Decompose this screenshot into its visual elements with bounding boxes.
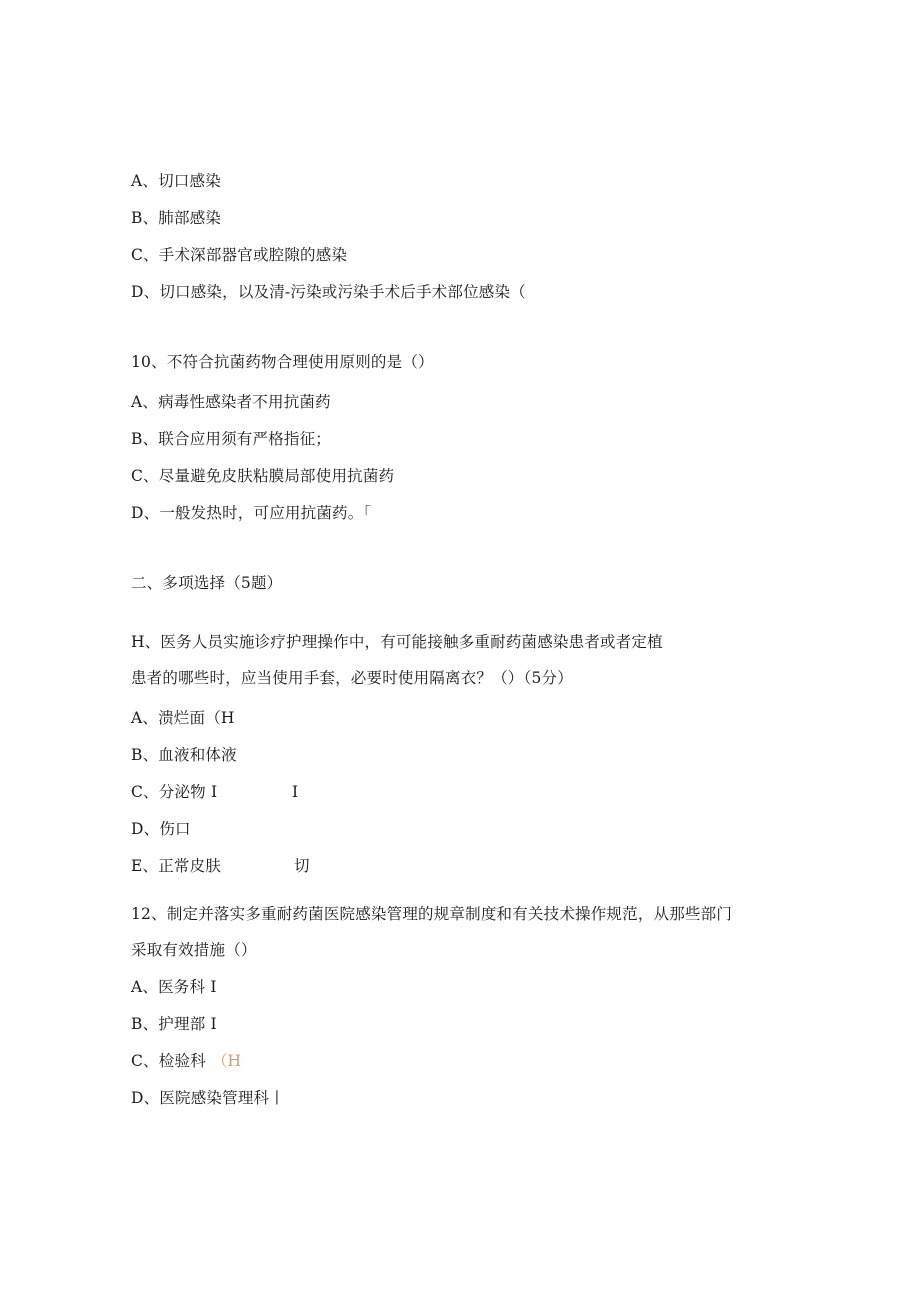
q11-option-e-mark: 切 (294, 857, 310, 875)
q12-stem-line1: 12、制定并落实多重耐药菌医院感染管理的规章制度和有关技术操作规范，从那些部门 (131, 905, 733, 923)
q12-option-b: B、护理部 I (131, 1015, 217, 1033)
q10-option-a: A、病毒性感染者不用抗菌药 (131, 393, 331, 411)
q12-option-c: C、检验科 (131, 1052, 206, 1070)
q12-option-a: A、医务科 I (131, 978, 217, 996)
q11-option-b: B、血液和体液 (131, 746, 237, 764)
section2-title: 二、多项选择（5题） (131, 574, 283, 592)
q9-option-c: C、手术深部器官或腔隙的感染 (131, 246, 348, 264)
q10-option-d: D、一般发热时，可应用抗菌药。「 (131, 504, 372, 522)
q9-option-a: A、切口感染 (131, 172, 221, 190)
q11-option-a: A、溃烂面（H (131, 709, 235, 727)
q9-option-d: D、切口感染，以及清-污染或污染手术后手术部位感染（ (131, 283, 526, 301)
q10-stem: 10、不符合抗菌药物合理使用原则的是（） (131, 353, 434, 371)
q11-option-d: D、伤口 (131, 820, 191, 838)
q12-stem-line2: 采取有效措施（） (131, 941, 257, 959)
q12-option-c-mark: （H (212, 1052, 242, 1070)
q11-option-c-mark: I (292, 783, 299, 801)
q12-option-d: D、医院感染管理科丨 (131, 1089, 285, 1107)
q11-option-c: C、分泌物 I (131, 783, 218, 801)
q11-stem-line2: 患者的哪些时，应当使用手套，必要时使用隔离衣？（）（5分） (131, 669, 573, 687)
q9-option-b: B、肺部感染 (131, 209, 222, 227)
q11-option-e: E、正常皮肤 (131, 857, 222, 875)
q10-option-c: C、尽量避免皮肤粘膜局部使用抗菌药 (131, 467, 395, 485)
q11-stem-line1: H、医务人员实施诊疗护理操作中，有可能接触多重耐药菌感染患者或者定植 (131, 633, 663, 651)
q10-option-b: B、联合应用须有严格指征； (131, 430, 331, 448)
